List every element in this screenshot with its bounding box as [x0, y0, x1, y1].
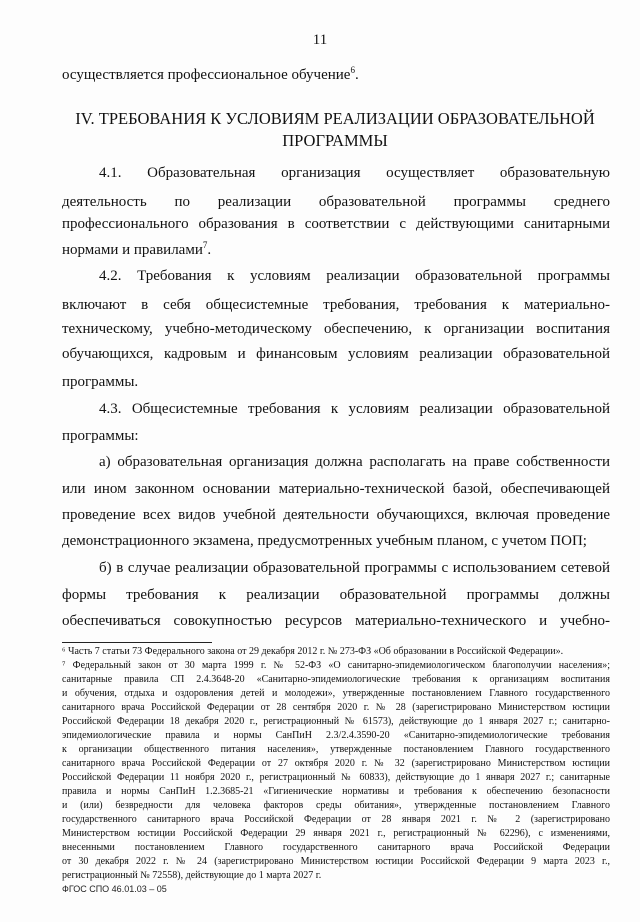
page-number: 11 — [312, 32, 328, 48]
footnote-7-line: санитарного врача Российской Федерации от 28 сентября 2020 г. № 28 (зарегистрировано Министерством юстиции — [62, 702, 610, 713]
item-a-line1: а) образовательная организация должна располагать на праве собственности — [99, 454, 610, 470]
footnote-7-line: правила и нормы СанПиН 1.2.3685-21 «Гигиенические нормативы и требования к обеспечению безопасности — [62, 786, 610, 797]
footnote-7-line: и обучения, отдыха и оздоровления детей и молодежи», утвержденные постановлением Главного государственного — [62, 688, 610, 699]
footnote-7-line: ⁷ Федеральный закон от 30 марта 1999 г. № 52-ФЗ «О санитарно-эпидемиологическом благополучии населения»; — [62, 660, 610, 671]
section-heading — [70, 108, 600, 152]
footnote-7-line: Министерством юстиции Российской Федерации 29 января 2021 г., регистрационный № 62296), с изменениями, — [62, 828, 610, 839]
p42-line5: программы. — [62, 374, 139, 390]
footnote-7-line: регистрационный № 72558), действующие до 1 марта 2027 г. — [62, 870, 322, 881]
footnote-ref-7: 7 — [202, 240, 208, 250]
footnote-7-line: государственного санитарного врача Российской Федерации от 28 января 2021 г. № 2 (зарегистрировано — [62, 814, 610, 825]
p43-line1: 4.3. Общесистемные требования к условиям реализации образовательной — [99, 401, 610, 417]
item-a-line3: проведение всех видов учебной деятельности обучающихся, включая проведение — [62, 507, 610, 523]
p42-line2: включают в себя общесистемные требования, требования к материально- — [62, 297, 610, 313]
footnote-7-line: Российской Федерации 18 декабря 2020 г., регистрационный № 61573), действующие до 1 января 2027 г.; санитарно- — [62, 716, 610, 727]
section-heading-line2: ПРОГРАММЫ — [282, 131, 388, 150]
document-code-footer: ФГОС СПО 46.01.03 – 05 — [62, 884, 167, 894]
intro-line: осуществляется профессиональное обучение$^6$. — [62, 65, 359, 83]
p43-line2: программы: — [62, 428, 139, 444]
footnote-7-line: эпидемиологические правила и нормы СанПиН 2.3/2.4.3590-20 «Санитарно-эпидемиологические требования — [62, 730, 610, 741]
p41-line1: 4.1. Образовательная организация осуществляет образовательную — [99, 165, 610, 181]
section-heading-line1: IV. ТРЕБОВАНИЯ К УСЛОВИЯМ РЕАЛИЗАЦИИ ОБРАЗОВАТЕЛЬНОЙ — [75, 109, 595, 128]
p42-line4: обучающихся, кадровым и финансовым условиям реализации образовательной — [62, 346, 610, 362]
footnote-7-line: и (или) безвредности для человека факторов среды обитания», утвержденные постановлением Главного — [62, 800, 610, 811]
p42-line1: 4.2. Требования к условиям реализации образовательной программы — [99, 268, 610, 284]
p41-line2: деятельность по реализации образовательной программы среднего — [62, 194, 610, 210]
item-b-line1: б) в случае реализации образовательной программы с использованием сетевой — [99, 560, 610, 576]
footnote-7-line: к организации общественного питания населения», утвержденные постановлением Главного государственного — [62, 744, 610, 755]
footnote-separator — [62, 642, 212, 643]
footnote-7-line: санитарные правила СП 2.4.3648-20 «Санитарно-эпидемиологические требования к организациям воспитания — [62, 674, 610, 685]
footnote-7-line: внесенными постановлением Главного государственного санитарного врача Российской Федерации — [62, 842, 610, 853]
item-a-line2: или ином законном основании материально-технической базой, обеспечивающей — [62, 481, 610, 497]
p42-line3: техническому, учебно-методическому обеспечению, к организации воспитания — [62, 321, 610, 337]
p41-line3: профессионального образования в соответствии с действующими санитарными — [62, 216, 610, 232]
footnote-7-line: от 30 декабря 2022 г. № 24 (зарегистрировано Министерством юстиции Российской Федерации 9 марта 2023 г., — [62, 856, 610, 867]
footnote-7-line: санитарного врача Российской Федерации от 27 октября 2020 г. № 32 (зарегистрировано Министерством юстиции — [62, 758, 610, 769]
footnote-7-line: Российской Федерации 11 ноября 2020 г., регистрационный № 60833), действующие до 1 января 2027 г.; санитарные — [62, 772, 610, 783]
item-b-line3: обеспечиваться совокупностью ресурсов материально-технического и учебно- — [62, 613, 610, 629]
item-b-line2: формы требования к реализации образовательной программы должны — [62, 587, 610, 603]
footnote-6: ⁶ Часть 7 статьи 73 Федерального закона от 29 декабря 2012 г. № 273-ФЗ «Об образовании в Российской Федерации». — [62, 646, 564, 657]
p41-line4: нормами и правилами$^7$. — [62, 240, 212, 258]
footnote-ref-6: 6 — [350, 65, 355, 75]
item-a-line4: демонстрационного экзамена, предусмотренных учебным планом, с учетом ПОП; — [62, 533, 587, 549]
